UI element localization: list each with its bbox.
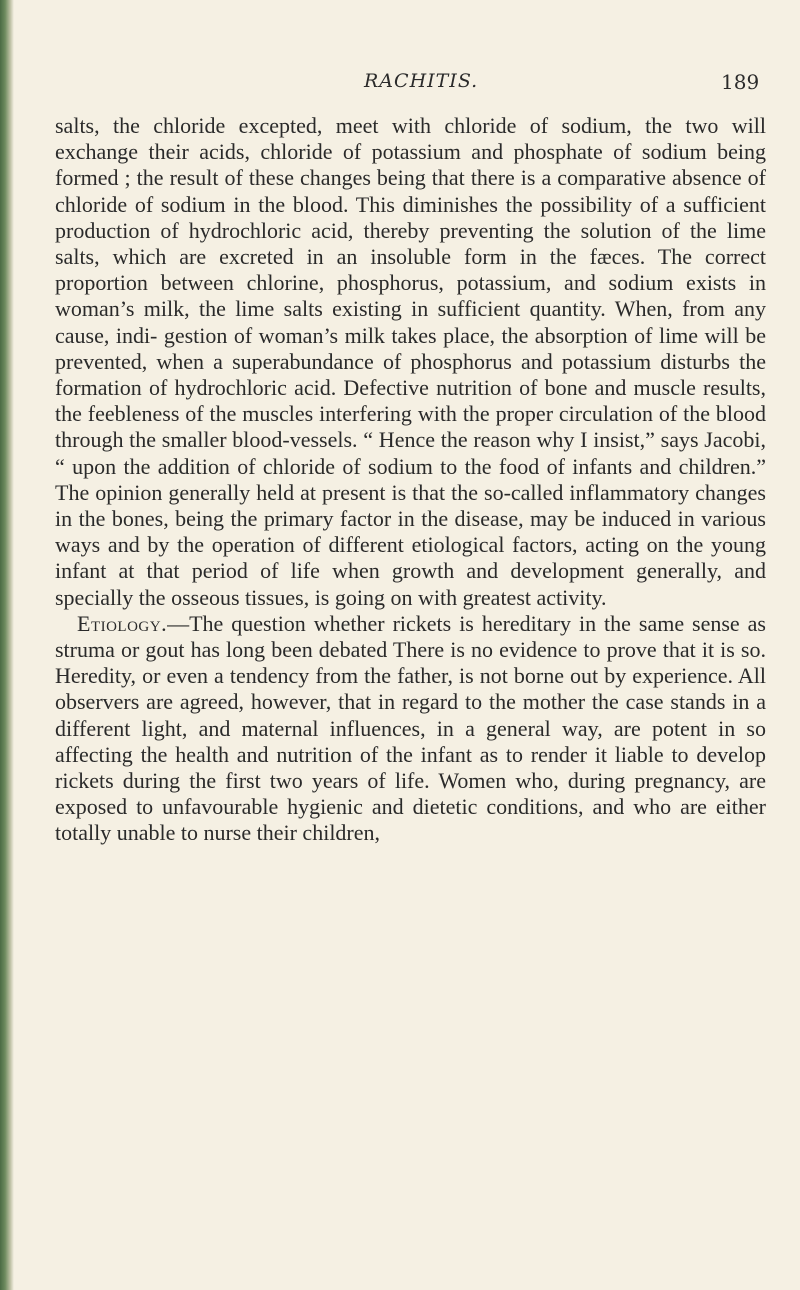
body-text	[55, 113, 766, 847]
section-heading-etiology: Etiology.	[77, 610, 168, 636]
page-spine-edge	[0, 0, 14, 1290]
paragraph-2-text: —The question whether rickets is hereditary in the same sense as struma or gout has long been debated There is no evidence to prove that it is so. Heredity, or even a tendency from the father, is not borne out by experience. All observers are agreed, however, that in regard to the mother the case stands in a different light, and maternal influences, in a general way, are potent in so affecting the health and nutrition of the infant as to render it liable to develop rickets during the first two years of life. Women who, during pregnancy, are exposed to unfavourable hygienic and dietetic conditions, and who are either totally unable to nurse their children,	[55, 610, 766, 846]
page-number: 189	[721, 70, 760, 94]
paragraph-1: salts, the chloride excepted, meet with chloride of sodium, the two will exchange their acids, chloride of potassium and phosphate of sodium being formed ; the result of these changes being that there is a comparative absence of chloride of sodium in the blood. This diminishes the possibility of a sufficient production of hydrochloric acid, thereby preventing the solution of the lime salts, which are excreted in an insoluble form in the fæces. The correct proportion between chlorine, phosphorus, potassium, and sodium exists in woman’s milk, the lime salts existing in sufficient quantity. When, from any cause, indi- gestion of woman’s milk takes place, the absorption of lime will be prevented, when a superabundance of phosphorus and potassium disturbs the formation of hydrochloric acid. Defective nutrition of bone and muscle results, the feebleness of the muscles interfering with the proper circulation of the blood through the smaller blood-vessels. “ Hence the reason why I insist,” says Jacobi, “ upon the addition of chloride of sodium to the food of infants and children.” The opinion generally held at present is that the so-called inflammatory changes in the bones, being the primary factor in the disease, may be induced in various ways and by the operation of different etiological factors, acting on the young infant at that period of life when growth and development generally, and specially the osseous tissues, is going on with greatest activity.	[55, 113, 766, 610]
running-title: RACHITIS.	[364, 70, 479, 92]
page-header	[0, 70, 800, 100]
paragraph-2	[55, 611, 766, 847]
